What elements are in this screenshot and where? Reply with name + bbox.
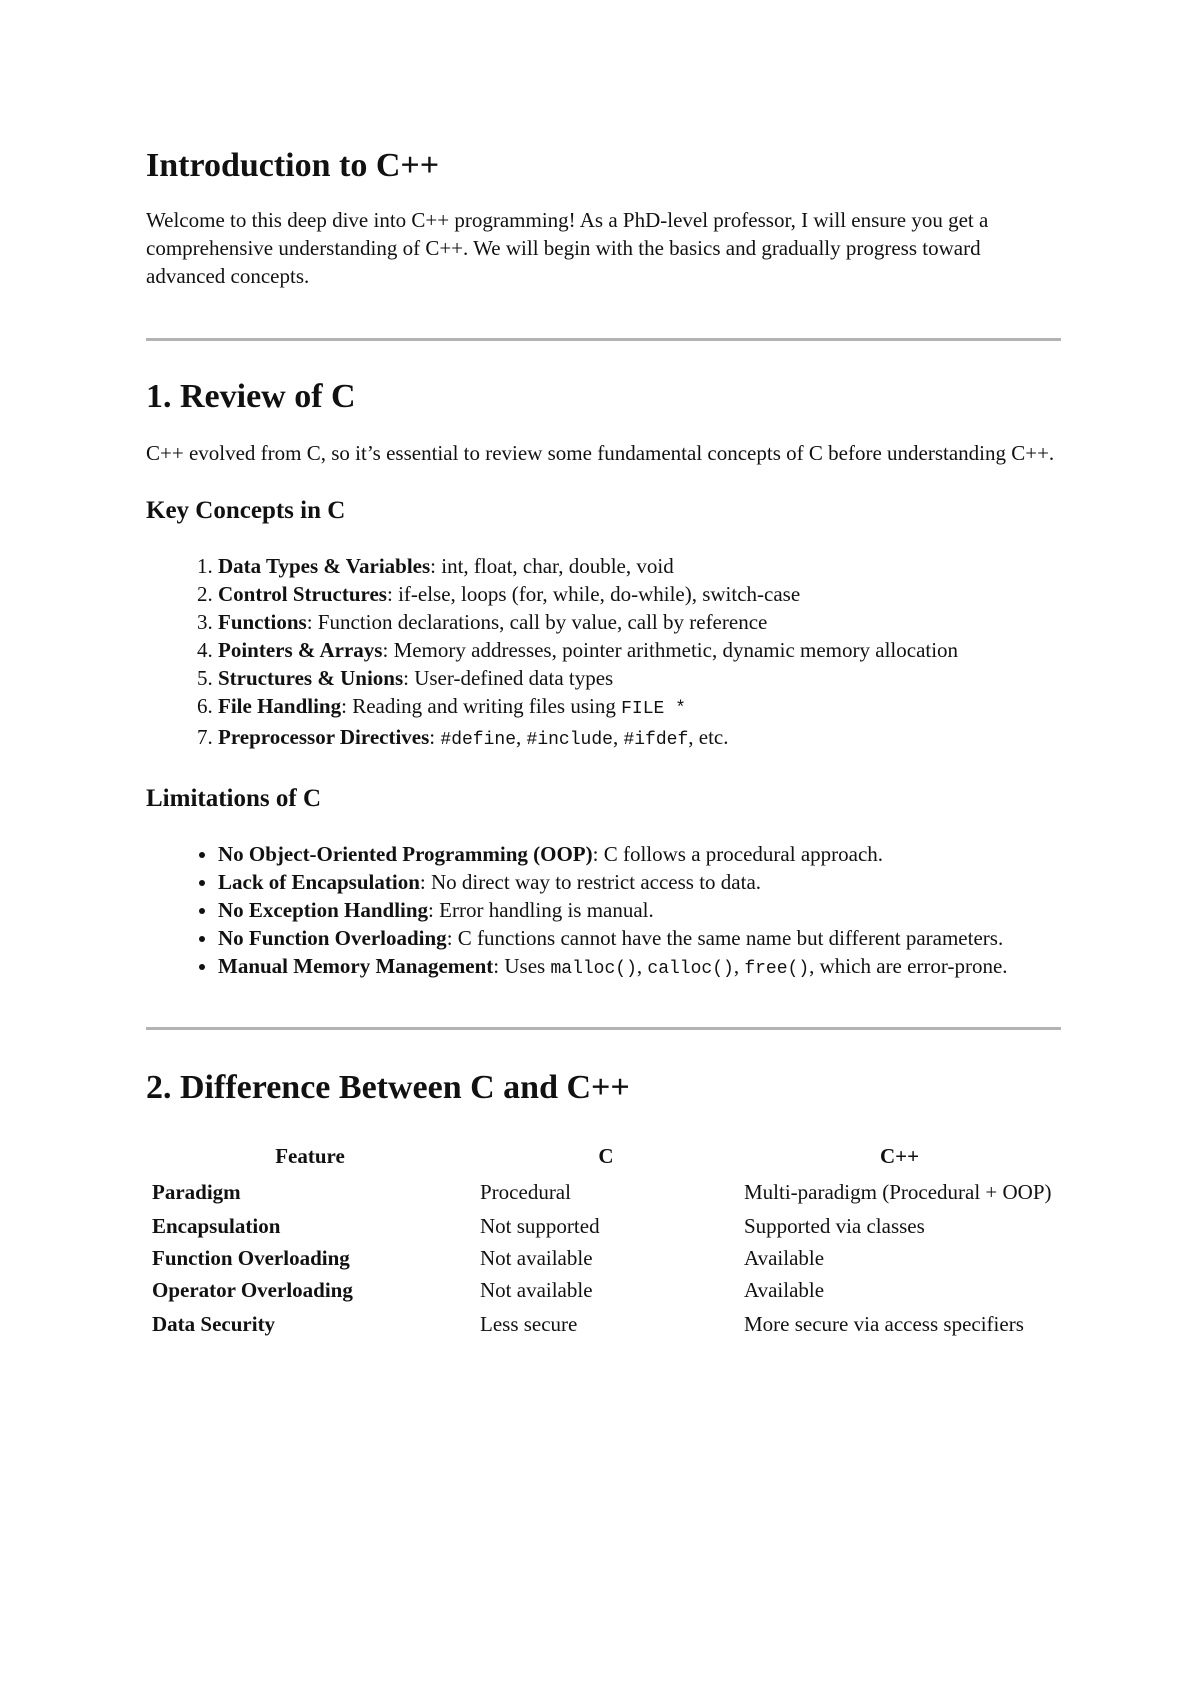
table-cell-feature: Function Overloading	[152, 1246, 350, 1271]
list-item: • No Object-Oriented Programming (OOP): C follows a procedural approach.	[218, 840, 1061, 868]
table-cell-feature: Encapsulation	[152, 1214, 281, 1239]
table-row	[146, 1274, 1061, 1306]
list-item-text: Reading and writing files using	[352, 693, 622, 718]
table-cell-feature: Data Security	[152, 1312, 276, 1337]
list-item-text: if-else, loops (for, while, do-while), switch-case	[398, 581, 801, 606]
table-cell-cpp: Available	[744, 1246, 825, 1271]
table-cell-c: Not supported	[480, 1214, 600, 1239]
list-item-term: Lack of Encapsulation	[218, 869, 420, 894]
list-item-text: int, float, char, double, void	[441, 553, 674, 578]
list-item-term: Manual Memory Management	[218, 953, 494, 978]
list-item-term: Control Structures	[218, 581, 387, 606]
list-item: 6. File Handling: Reading and writing files using FILE *	[218, 692, 1061, 723]
inline-code: #define	[440, 729, 517, 750]
subheading-limitations: Limitations of C	[146, 784, 321, 812]
list-item: • Manual Memory Management: Uses malloc(), calloc(), free(), which are error-prone.	[218, 952, 1061, 983]
table-header-cell: C	[598, 1144, 614, 1169]
list-item-term: No Exception Handling	[218, 897, 429, 922]
table-cell-c: Less secure	[480, 1312, 578, 1337]
horizontal-divider	[146, 1027, 1061, 1030]
list-item: 7. Preprocessor Directives: #define, #include, #ifdef, etc.	[218, 723, 1061, 754]
list-item-text: Memory addresses, pointer arithmetic, dynamic memory allocation	[393, 637, 959, 662]
comparison-table	[146, 1138, 1061, 1342]
page-title: Introduction to C++	[146, 147, 440, 184]
list-item-term: Functions	[218, 609, 307, 634]
document-page	[146, 128, 1061, 1342]
list-item: • No Function Overloading: C functions cannot have the same name but different parameters.	[218, 924, 1061, 952]
table-header-row	[146, 1138, 1061, 1174]
table-header-cell: C++	[879, 1144, 920, 1169]
list-item-term: No Object-Oriented Programming (OOP)	[218, 841, 593, 866]
list-item: 5. Structures & Unions: User-defined data types	[218, 664, 1061, 692]
list-item-term: Pointers & Arrays	[218, 637, 383, 662]
list-item: 4. Pointers & Arrays: Memory addresses, pointer arithmetic, dynamic memory allocation	[218, 636, 1061, 664]
list-item-term: No Function Overloading	[218, 925, 447, 950]
inline-code: malloc()	[550, 958, 637, 979]
table-row	[146, 1306, 1061, 1342]
table-cell-c: Not available	[480, 1246, 593, 1271]
list-item-text: User-defined data types	[414, 665, 614, 690]
inline-code: free()	[744, 958, 810, 979]
table-cell-cpp: Supported via classes	[744, 1214, 925, 1239]
list-item-text: Uses	[504, 953, 551, 978]
table-cell-c: Procedural	[480, 1180, 571, 1205]
list-item-text: Function declarations, call by value, call by reference	[317, 609, 768, 634]
table-cell-feature: Paradigm	[152, 1180, 241, 1205]
inline-code: #ifdef	[623, 729, 689, 750]
list-item: • No Exception Handling: Error handling is manual.	[218, 896, 1061, 924]
inline-code: #include	[526, 729, 613, 750]
limitations-list	[146, 840, 1061, 983]
list-item-text: Error handling is manual.	[439, 897, 654, 922]
table-row	[146, 1174, 1061, 1210]
list-item-text: C follows a procedural approach.	[603, 841, 884, 866]
list-item-term: Data Types & Variables	[218, 553, 431, 578]
key-concepts-list	[146, 552, 1061, 754]
list-item-text: C functions cannot have the same name but different parameters.	[457, 925, 1004, 950]
list-item-term: Preprocessor Directives	[218, 724, 430, 749]
list-item: 2. Control Structures: if-else, loops (for, while, do-while), switch-case	[218, 580, 1061, 608]
inline-code: calloc()	[647, 958, 734, 979]
list-item-term: File Handling	[218, 693, 342, 718]
table-row	[146, 1210, 1061, 1242]
horizontal-divider	[146, 338, 1061, 341]
table-header-cell: Feature	[275, 1144, 345, 1169]
section-heading-difference: 2. Difference Between C and C++	[146, 1068, 630, 1106]
list-item: • Lack of Encapsulation: No direct way to restrict access to data.	[218, 868, 1061, 896]
section-heading-review-of-c: 1. Review of C	[146, 377, 356, 415]
list-item: 3. Functions: Function declarations, call by value, call by reference	[218, 608, 1061, 636]
table-cell-cpp: Multi-paradigm (Procedural + OOP)	[744, 1180, 1052, 1205]
intro-paragraph: Welcome to this deep dive into C++ programming! As a PhD-level professor, I will ensure you get a comprehensive understanding of C++. We will begin with the basics and gradually progress toward advanced concepts.	[146, 207, 989, 288]
list-item-text: No direct way to restrict access to data.	[430, 869, 762, 894]
section-intro-paragraph: C++ evolved from C, so it’s essential to review some fundamental concepts of C before understanding C++.	[146, 440, 1055, 465]
table-row	[146, 1242, 1061, 1274]
table-cell-feature: Operator Overloading	[152, 1278, 353, 1303]
list-item-term: Structures & Unions	[218, 665, 404, 690]
subheading-key-concepts: Key Concepts in C	[146, 496, 346, 524]
table-cell-cpp: Available	[744, 1278, 825, 1303]
table-cell-c: Not available	[480, 1278, 593, 1303]
list-item: 1. Data Types & Variables: int, float, char, double, void	[218, 552, 1061, 580]
inline-code: FILE *	[621, 698, 686, 719]
table-cell-cpp: More secure via access specifiers	[744, 1312, 1024, 1337]
